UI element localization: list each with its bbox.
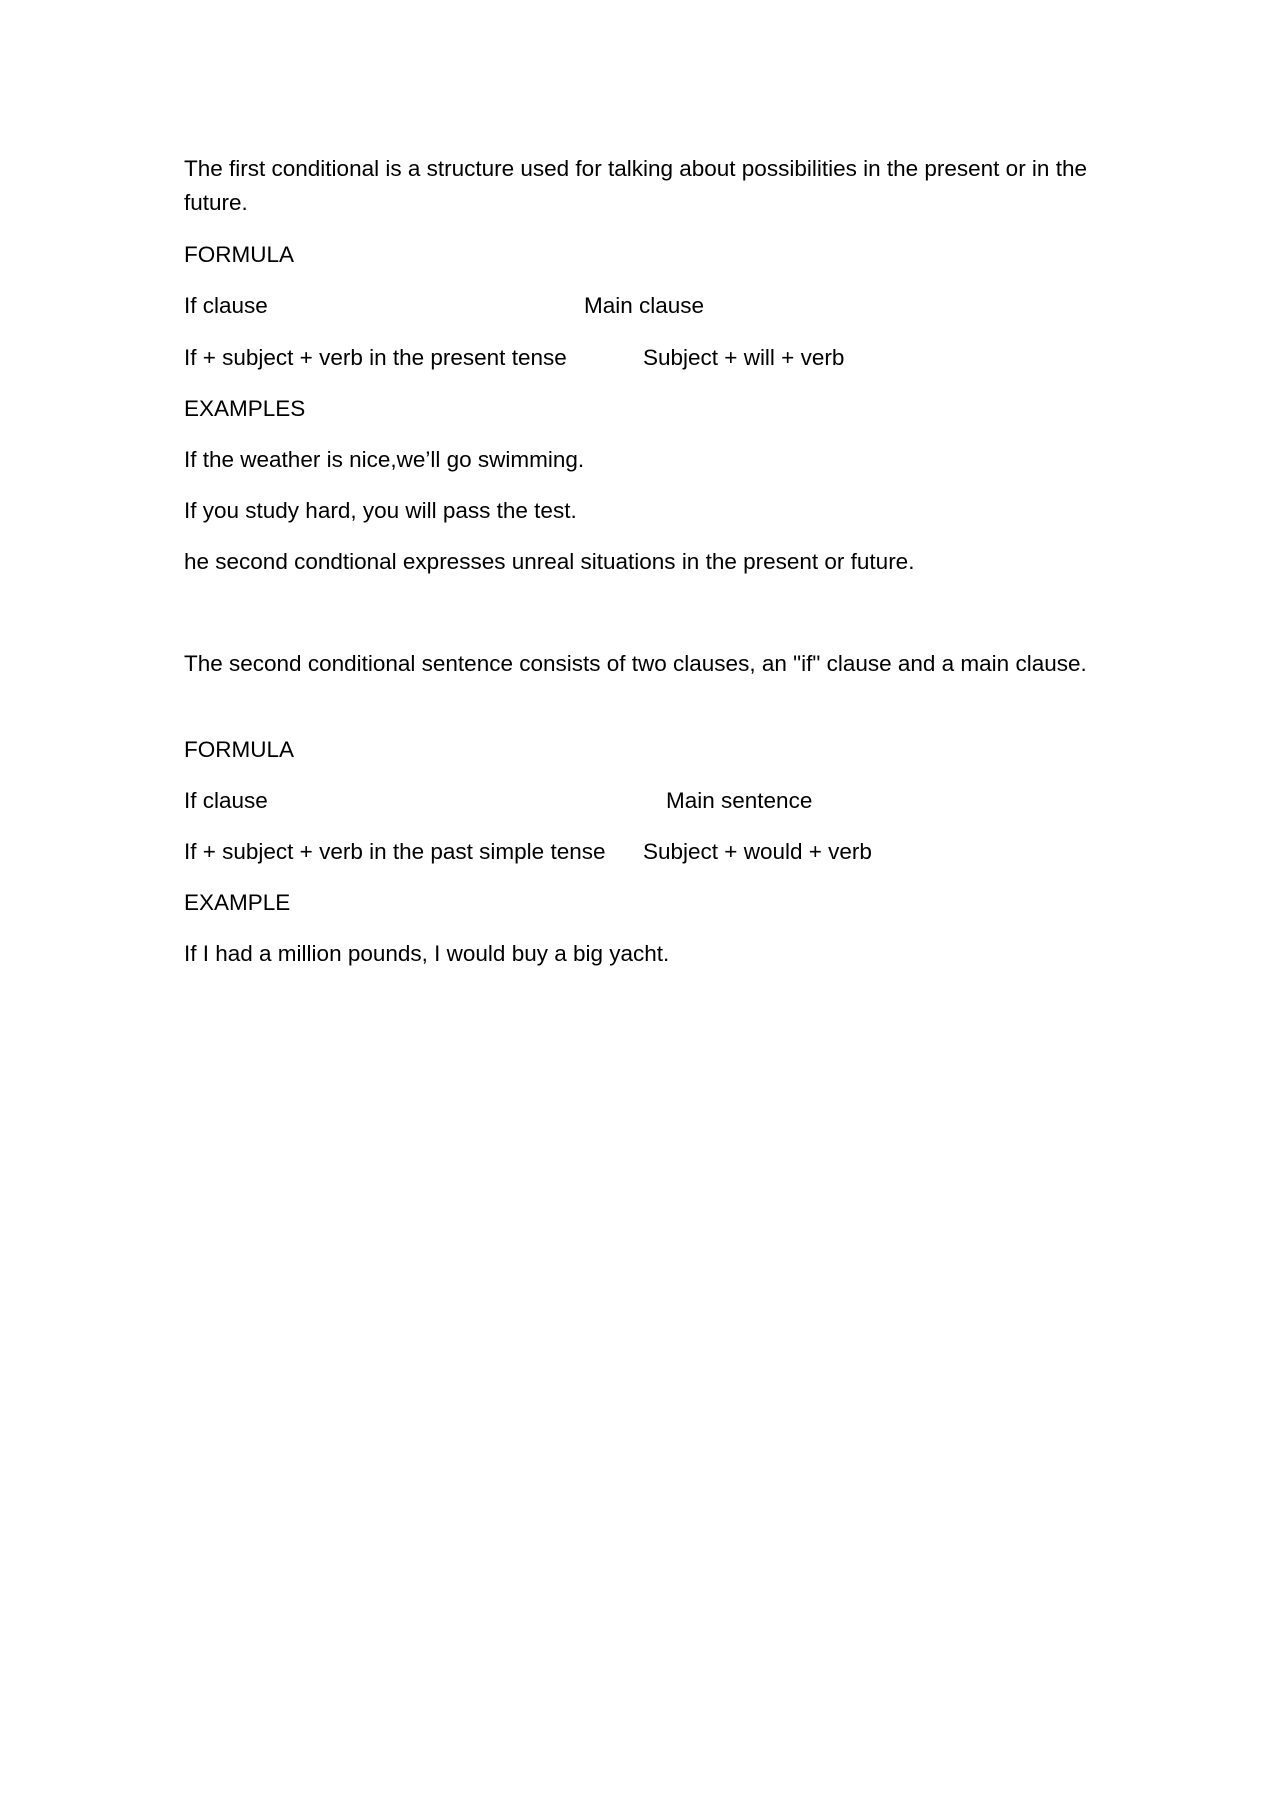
second-if-clause-label: If clause	[184, 788, 268, 813]
first-example-1: If the weather is nice,we’ll go swimming.	[184, 447, 585, 472]
second-main-clause-formula: Subject + would + verb	[643, 839, 872, 864]
first-examples-heading: EXAMPLES	[184, 396, 306, 421]
first-example-2: If you study hard, you will pass the test.	[184, 498, 577, 523]
second-example-heading: EXAMPLE	[184, 890, 291, 915]
second-formula-heading: FORMULA	[184, 737, 295, 762]
second-conditional-intro-line: he second condtional expresses unreal situations in the present or future.	[184, 549, 915, 574]
second-main-sentence-label: Main sentence	[666, 788, 813, 813]
first-if-clause-label: If clause	[184, 293, 268, 318]
first-if-clause-formula: If + subject + verb in the present tense	[184, 345, 567, 370]
second-example-1: If I had a million pounds, I would buy a big yacht.	[184, 941, 670, 966]
second-if-clause-formula: If + subject + verb in the past simple tense	[184, 839, 606, 864]
first-main-clause-formula: Subject + will + verb	[643, 345, 845, 370]
first-main-clause-label: Main clause	[584, 293, 705, 318]
first-conditional-intro: The first conditional is a structure used for talking about possibilities in the present or in the future.	[184, 156, 1087, 215]
second-conditional-definition: The second conditional sentence consists of two clauses, an "if" clause and a main clause.	[184, 651, 1087, 676]
first-formula-heading: FORMULA	[184, 242, 295, 267]
